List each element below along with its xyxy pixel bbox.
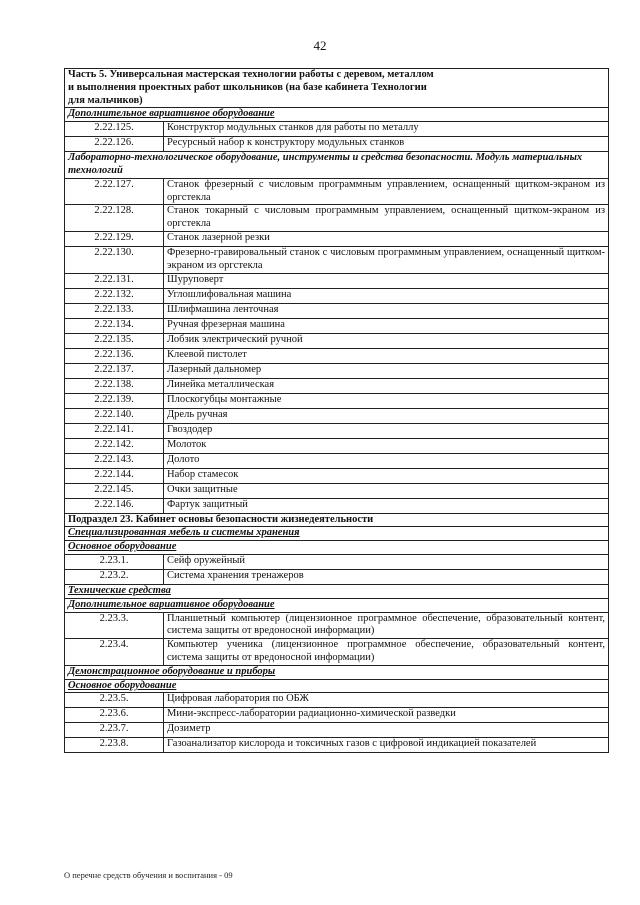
item-name: Мини-экспресс-лаборатории радиационно-химической разведки — [164, 708, 609, 723]
subdivision-heading: Подраздел 23. Кабинет основы безопасности жизнедеятельности — [65, 513, 609, 527]
item-name: Планшетный компьютер (лицензионное программное обеспечение, образовательный контент, система защиты от вредоносной информации) — [164, 612, 609, 639]
item-number: 2.22.132. — [65, 288, 164, 303]
item-name: Линейка металлическая — [164, 378, 609, 393]
item-number: 2.23.8. — [65, 738, 164, 753]
item-number: 2.22.136. — [65, 348, 164, 363]
section-row — [65, 665, 609, 679]
item-name: Сейф оружейный — [164, 554, 609, 569]
table-row — [65, 231, 609, 246]
item-name: Лобзик электрический ручной — [164, 333, 609, 348]
item-name: Дозиметр — [164, 723, 609, 738]
item-name: Компьютер ученика (лицензионное программное обеспечение, образовательный контент, система защиты от вредоносной информации) — [164, 639, 609, 666]
item-name: Молоток — [164, 438, 609, 453]
item-number: 2.22.143. — [65, 453, 164, 468]
table-row — [65, 554, 609, 569]
item-number: 2.23.5. — [65, 693, 164, 708]
part-heading — [65, 69, 609, 108]
item-name: Шлифмашина ленточная — [164, 303, 609, 318]
section-heading: Демонстрационное оборудование и приборы — [65, 665, 609, 679]
item-name: Плоскогубцы монтажные — [164, 393, 609, 408]
table-row — [65, 498, 609, 513]
item-name: Система хранения тренажеров — [164, 569, 609, 584]
item-number: 2.22.137. — [65, 363, 164, 378]
item-name: Гвоздодер — [164, 423, 609, 438]
item-name: Фрезерно-гравировальный станок с числовым программным управлением, оснащенный щитком-экраном из оргстекла — [164, 246, 609, 273]
table-row — [65, 333, 609, 348]
item-name: Цифровая лаборатория по ОБЖ — [164, 693, 609, 708]
page-footer: О перечне средств обучения и воспитания - 09 — [64, 870, 233, 880]
table-row — [65, 723, 609, 738]
part-heading-line: и выполнения проектных работ школьников (на базе кабинета Технологии — [68, 81, 427, 93]
item-number: 2.23.6. — [65, 708, 164, 723]
table-row — [65, 288, 609, 303]
table-row — [65, 246, 609, 273]
section-heading: Основное оборудование — [65, 541, 609, 555]
item-name: Фартук защитный — [164, 498, 609, 513]
item-number: 2.22.131. — [65, 273, 164, 288]
item-number: 2.22.130. — [65, 246, 164, 273]
item-number: 2.22.140. — [65, 408, 164, 423]
item-name: Очки защитные — [164, 483, 609, 498]
table-row — [65, 423, 609, 438]
item-name: Ручная фрезерная машина — [164, 318, 609, 333]
item-number: 2.22.134. — [65, 318, 164, 333]
table-row — [65, 318, 609, 333]
item-number: 2.22.142. — [65, 438, 164, 453]
item-name: Долото — [164, 453, 609, 468]
table-row — [65, 738, 609, 753]
section-row — [65, 152, 609, 179]
item-number: 2.23.1. — [65, 554, 164, 569]
item-number: 2.22.139. — [65, 393, 164, 408]
section-row — [65, 513, 609, 527]
table-row — [65, 137, 609, 152]
table-row — [65, 693, 609, 708]
table-row — [65, 393, 609, 408]
section-row — [65, 584, 609, 598]
table-row — [65, 178, 609, 205]
item-number: 2.22.128. — [65, 205, 164, 232]
table-row — [65, 408, 609, 423]
table-row — [65, 273, 609, 288]
section-heading: Специализированная мебель и системы хранения — [65, 527, 609, 541]
part-heading-row — [65, 69, 609, 108]
item-number: 2.22.145. — [65, 483, 164, 498]
section-row — [65, 527, 609, 541]
table-row — [65, 122, 609, 137]
item-name: Клеевой пистолет — [164, 348, 609, 363]
item-number: 2.22.125. — [65, 122, 164, 137]
section-heading: Основное оборудование — [65, 679, 609, 693]
table-row — [65, 205, 609, 232]
table-row — [65, 483, 609, 498]
table-row — [65, 438, 609, 453]
part-heading-line: для мальчиков) — [68, 94, 143, 106]
item-number: 2.22.133. — [65, 303, 164, 318]
item-name: Газоанализатор кислорода и токсичных газов с цифровой индикацией показателей — [164, 738, 609, 753]
section-heading: Дополнительное вариативное оборудование — [65, 598, 609, 612]
section-heading: Лабораторно-технологическое оборудование, инструменты и средства безопасности. Модуль материальных технологий — [65, 152, 609, 179]
table-row — [65, 708, 609, 723]
item-name: Станок фрезерный с числовым программным управлением, оснащенный щитком-экраном из оргстекла — [164, 178, 609, 205]
table-row — [65, 639, 609, 666]
item-name: Конструктор модульных станков для работы по металлу — [164, 122, 609, 137]
table-row — [65, 303, 609, 318]
item-number: 2.22.135. — [65, 333, 164, 348]
item-number: 2.23.2. — [65, 569, 164, 584]
table-row — [65, 453, 609, 468]
item-number: 2.22.129. — [65, 231, 164, 246]
section-row — [65, 541, 609, 555]
table-row — [65, 378, 609, 393]
table-row — [65, 612, 609, 639]
item-name: Дрель ручная — [164, 408, 609, 423]
section-heading: Дополнительное вариативное оборудование — [65, 108, 609, 122]
item-number: 2.22.144. — [65, 468, 164, 483]
item-number: 2.22.127. — [65, 178, 164, 205]
item-number: 2.22.146. — [65, 498, 164, 513]
section-row — [65, 108, 609, 122]
item-number: 2.23.4. — [65, 639, 164, 666]
item-number: 2.23.3. — [65, 612, 164, 639]
item-name: Шуруповерт — [164, 273, 609, 288]
page-number: 42 — [313, 38, 327, 53]
item-name: Станок лазерной резки — [164, 231, 609, 246]
item-number: 2.22.126. — [65, 137, 164, 152]
table-row — [65, 348, 609, 363]
item-name: Станок токарный с числовым программным управлением, оснащенный щитком-экраном из оргстекла — [164, 205, 609, 232]
item-name: Углошлифовальная машина — [164, 288, 609, 303]
item-number: 2.22.138. — [65, 378, 164, 393]
section-row — [65, 598, 609, 612]
table-row — [65, 468, 609, 483]
equipment-table — [64, 68, 609, 753]
item-number: 2.22.141. — [65, 423, 164, 438]
item-name: Набор стамесок — [164, 468, 609, 483]
item-name: Лазерный дальномер — [164, 363, 609, 378]
section-heading: Технические средства — [65, 584, 609, 598]
item-name: Ресурсный набор к конструктору модульных станков — [164, 137, 609, 152]
table-row — [65, 363, 609, 378]
item-number: 2.23.7. — [65, 723, 164, 738]
part-heading-line: Часть 5. Универсальная мастерская технологии работы с деревом, металлом — [68, 69, 434, 80]
table-row — [65, 569, 609, 584]
section-row — [65, 679, 609, 693]
